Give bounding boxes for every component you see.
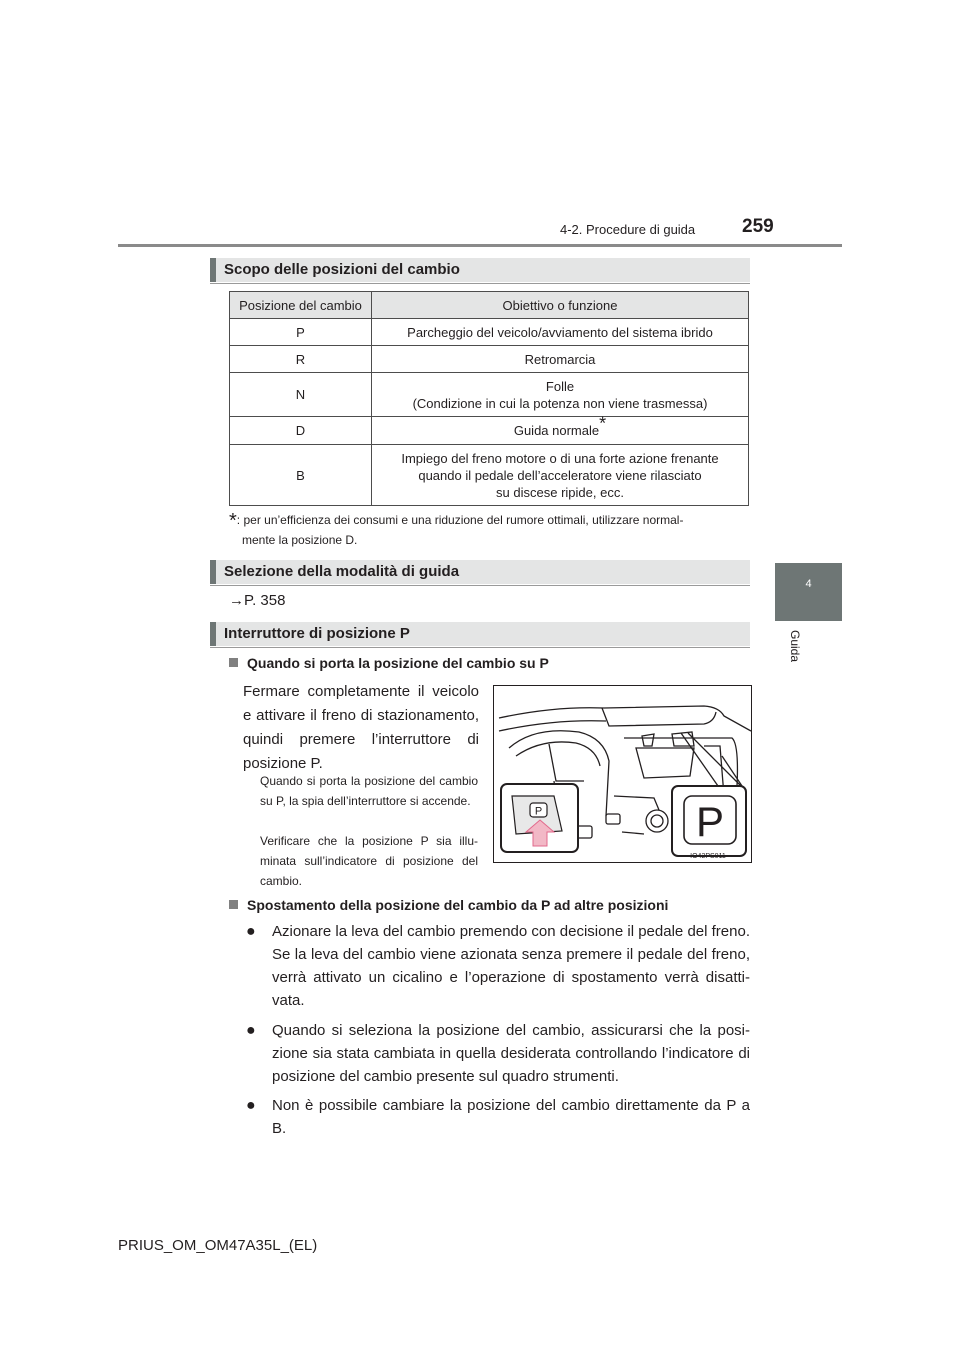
table-cell-function (372, 445, 749, 506)
table-row (230, 373, 749, 417)
subsection-title-text: Quando si porta la posizione del cambio su P (247, 655, 549, 671)
table-cell-position: P (230, 319, 372, 346)
note-paragraph: Verificare che la posizione P sia illu-minata sull’indicatore di posizione del cambio. (260, 834, 478, 888)
square-bullet-icon (229, 900, 238, 909)
chapter-tab (775, 563, 842, 621)
p-switch-illustration (493, 685, 752, 863)
table-row (230, 346, 749, 373)
list-item-text: Quando si seleziona la posizione del cambio, assicurarsi che la posi-zione sia stata cambiata in quella desiderata controllando l’indicatore di posizione del cambio presente sul quadro strumenti. (272, 1022, 750, 1085)
p-indicator-label: P (695, 798, 725, 845)
table-cell-line: su discese ripide, ecc. (496, 484, 624, 500)
asterisk-mark: * (599, 413, 607, 434)
chapter-tab-label (790, 630, 830, 670)
table-cell-line: Folle (545, 378, 575, 394)
section-heading-scopo-text: Scopo delle posizioni del cambio (224, 261, 460, 278)
page-reference-link[interactable]: →P. 358 (229, 592, 286, 609)
table-cell-line: Guida normale (513, 423, 600, 438)
running-header-section: 4-2. Procedure di guida (560, 222, 696, 237)
square-bullet-icon (229, 658, 238, 667)
table-cell-line: (Condizione in cui la potenza non viene trasmessa) (412, 395, 708, 411)
table-row (230, 319, 749, 346)
section-heading-interruttore (210, 622, 750, 646)
list-item-text: Azionare la leva del cambio premendo con decisione il pedale del freno. Se la leva del cambio viene azionata senza premere il pedale del freno, verrà attivato un cicalino e l’operazione di spostamento verrà disatti-vata. (272, 923, 750, 1009)
chapter-tab-number: 4 (805, 578, 812, 590)
list-item (246, 920, 750, 1012)
list-item-text: Non è possibile cambiare la posizione del cambio direttamente da P a B. (272, 1097, 750, 1137)
list-item (246, 1019, 750, 1088)
table-cell-position: D (230, 417, 372, 445)
table-cell-line: Impiego del freno motore o di una forte azione frenante (401, 450, 719, 466)
table-cell-function (372, 413, 749, 445)
footnote-line2: mente la posizione D. (242, 533, 358, 547)
section-heading-selezione (210, 560, 750, 584)
footnote-line1: : per un’efficienza dei consumi e una riduzione del rumore ottimali, utilizzare normal- (236, 513, 684, 527)
table-cell-function: Retromarcia (372, 346, 749, 373)
header-rule (118, 244, 842, 247)
section-heading-interruttore-text: Interruttore di posizione P (224, 625, 410, 642)
bullet-dot-icon: ● (246, 1022, 256, 1039)
bullet-dot-icon: ● (246, 923, 256, 940)
page-number: 259 (742, 216, 774, 237)
table-cell-position: N (230, 373, 372, 417)
footnote-star: * (229, 510, 237, 532)
table-cell-function: Parcheggio del veicolo/avviamento del sistema ibrido (372, 319, 749, 346)
document-footer: PRIUS_OM_OM47A35L_(EL) (118, 1237, 318, 1254)
note-paragraph: Quando si porta la posizione del cambio su P, la spia dell’interruttore si accende. (260, 774, 478, 808)
instruction-paragraph: Fermare completamente il veicolo e attivare il freno di stazionamento, quindi premere l’interruttore di posizione P. (243, 683, 479, 772)
table-cell-function (372, 373, 749, 417)
section-heading-selezione-text: Selezione della modalità di guida (224, 563, 460, 580)
table-header-row (230, 292, 749, 319)
subsection-title-shift (229, 897, 668, 913)
figure-code: IO42PS011 (690, 853, 726, 860)
dashboard-drawing (494, 686, 751, 862)
list-item (246, 1094, 750, 1140)
section-heading-scopo (210, 258, 750, 282)
table-header-cell: Obiettivo o funzione (372, 292, 749, 319)
p-button-label: P (534, 805, 543, 818)
subsection-title-text: Spostamento della posizione del cambio da P ad altre posizioni (247, 897, 669, 913)
table-cell-position: B (230, 445, 372, 506)
footnote (229, 511, 754, 550)
table-row (230, 445, 749, 506)
bullet-dot-icon: ● (246, 1097, 256, 1114)
table-cell-line: quando il pedale dell’acceleratore viene rilasciato (418, 467, 702, 483)
shift-position-table (229, 291, 749, 506)
subsection-title-p (229, 655, 549, 671)
chapter-tab-label-text: Guida (788, 630, 802, 663)
table-header-cell: Posizione del cambio (230, 292, 372, 319)
table-row (230, 417, 749, 445)
table-cell-position: R (230, 346, 372, 373)
